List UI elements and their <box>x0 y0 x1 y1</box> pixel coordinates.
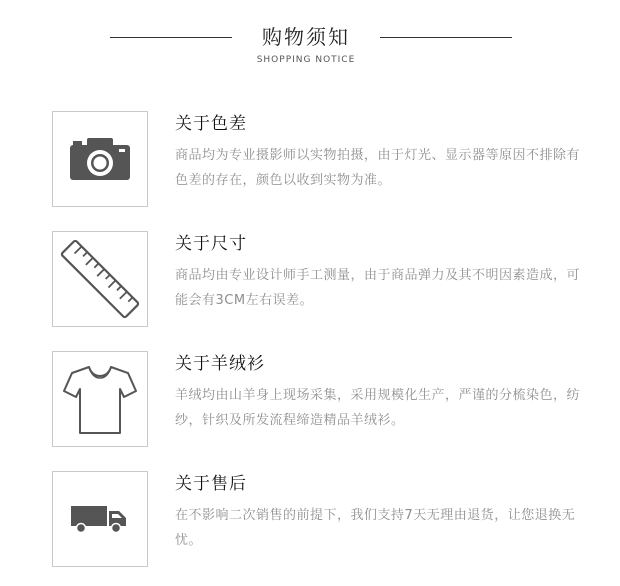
item-description: 商品均为专业摄影师以实物拍摄，由于灯光、显示器等原因不排除有色差的存在，颜色以收到实物为准。 <box>175 148 581 188</box>
icon-box <box>52 231 148 327</box>
item-title: 关于尺寸 <box>175 234 247 254</box>
tshirt-icon <box>62 363 138 435</box>
icon-box <box>52 111 148 207</box>
item-title: 关于售后 <box>175 474 247 494</box>
notice-item-after-sales <box>52 471 592 571</box>
notice-item-cashmere <box>52 351 592 451</box>
page-subtitle: SHOPPING NOTICE <box>256 55 356 65</box>
item-description: 羊绒均由山羊身上现场采集，采用规模化生产，严谨的分梳染色，纺纱，针织及所发流程缔造精品羊绒衫。 <box>175 388 581 428</box>
icon-box <box>52 351 148 447</box>
icon-box <box>52 471 148 567</box>
notice-item-color-difference <box>52 111 592 211</box>
item-title: 关于色差 <box>175 114 247 134</box>
camera-icon <box>69 136 131 182</box>
shopping-notice-header <box>0 0 620 80</box>
item-title: 关于羊绒衫 <box>175 354 265 374</box>
truck-icon <box>70 504 130 534</box>
page-title: 购物须知 <box>262 25 350 49</box>
notice-item-size <box>52 231 592 331</box>
header-divider-right <box>380 37 512 38</box>
ruler-icon <box>58 237 142 321</box>
item-description: 商品均由专业设计师手工测量，由于商品弹力及其不明因素造成，可能会有3CM左右误差。 <box>175 268 581 308</box>
header-divider-left <box>110 37 232 38</box>
item-description: 在不影响二次销售的前提下，我们支持7天无理由退货，让您退换无忧。 <box>175 508 576 548</box>
